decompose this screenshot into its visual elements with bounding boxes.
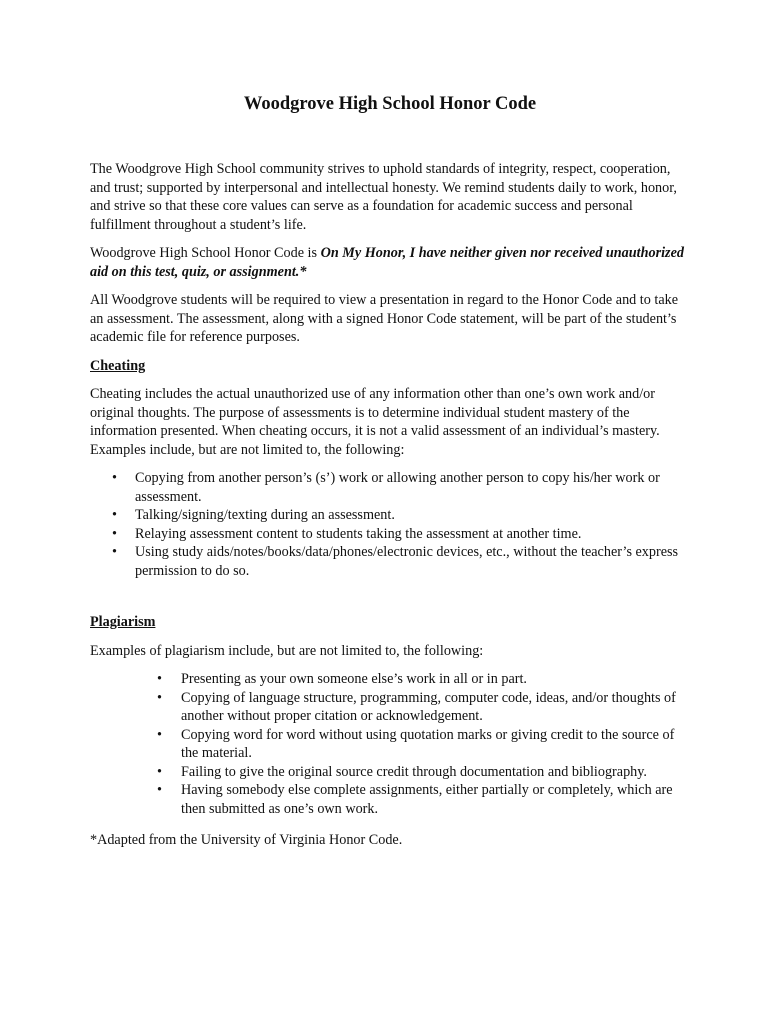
list-item: • Copying from another person’s (s’) work or allowing another person to copy his/her work or assessment. (90, 469, 690, 506)
plagiarism-paragraph: Examples of plagiarism include, but are not limited to, the following: (90, 642, 484, 659)
list-item: • Relaying assessment content to students taking the assessment at another time. (90, 525, 690, 544)
honor-code-paragraph (90, 244, 690, 281)
list-item: • Copying word for word without using quotation marks or giving credit to the source of the material. (90, 726, 690, 763)
plagiarism-heading: Plagiarism (90, 614, 156, 630)
assessment-paragraph: All Woodgrove students will be required to view a presentation in regard to the Honor Code and to take an assessment. The assessment, along with a signed Honor Code statement, will be part of the student’s academic file for reference purposes. (90, 292, 679, 345)
list-item: • Failing to give the original source credit through documentation and bibliography. (90, 763, 690, 782)
cheating-heading: Cheating (90, 357, 146, 374)
cheating-paragraph: Cheating includes the actual unauthorized use of any information other than one’s own work and/or original thoughts. The purpose of assessments is to determine individual student mastery of the information presented. When cheating occurs, it is not a valid assessment of an individual’s mastery. Examples include, but are not limited to, the following: (90, 386, 660, 458)
list-item: • Copying of language structure, programming, computer code, ideas, and/or thoughts of another without proper citation or acknowledgement. (90, 689, 690, 726)
document-title: Woodgrove High School Honor Code (243, 94, 537, 114)
plagiarism-list (90, 670, 690, 818)
list-item: • Presenting as your own someone else’s work in all or in part. (90, 670, 690, 689)
document-page (90, 92, 690, 860)
list-item: • Using study aids/notes/books/data/phones/electronic devices, etc., without the teacher’s express permission to do so. (90, 543, 690, 580)
list-item: • Talking/signing/texting during an assessment. (90, 506, 690, 525)
list-item: • Having somebody else complete assignments, either partially or completely, which are then submitted as one’s own work. (90, 781, 690, 818)
footnote: *Adapted from the University of Virginia Honor Code. (90, 832, 403, 848)
cheating-list (90, 469, 690, 580)
honor-code-prefix: Woodgrove High School Honor Code is (90, 245, 321, 261)
honor-code-pledge: On My Honor, I have neither given nor received unauthorized aid on this test, quiz, or assignment.* (90, 245, 684, 280)
intro-paragraph: The Woodgrove High School community strives to uphold standards of integrity, respect, cooperation, and trust; supported by interpersonal and intellectual honesty. We remind students daily to work, honor, and strive so that these core values can serve as a foundation for academic success and personal fulfillment throughout a student’s life. (90, 161, 677, 233)
